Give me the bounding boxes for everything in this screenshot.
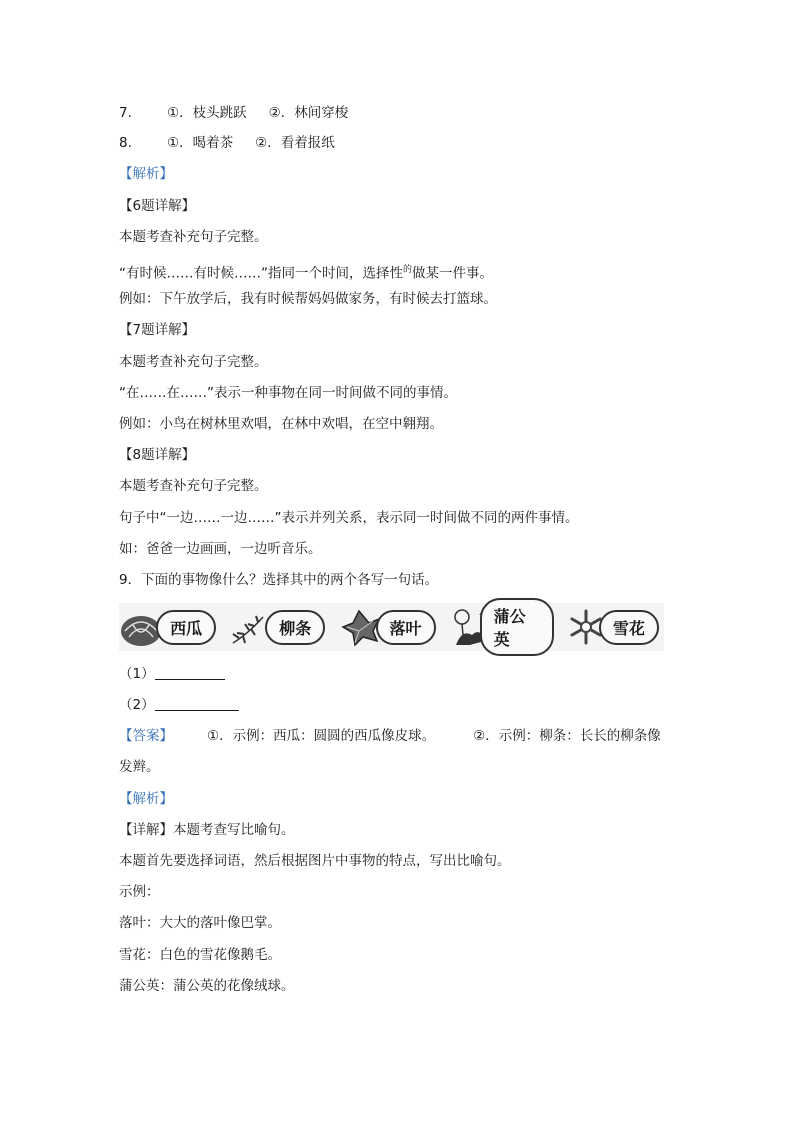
answer-blank-1	[155, 665, 225, 680]
q8-answer-line	[119, 133, 335, 153]
answer-example-1: ①．示例：西瓜：圆圆的西瓜像皮球。	[207, 728, 436, 744]
blank-line-2	[119, 695, 239, 715]
analysis-heading-1: 【解析】	[119, 166, 173, 182]
card-label: 雪花	[599, 610, 659, 645]
q9-detail-line-3: 落叶：大大的落叶像巴掌。	[119, 915, 281, 931]
q8-detail-line-1: 本题考查补充句子完整。	[119, 478, 268, 494]
q7-detail-heading: 【7题详解】	[119, 322, 196, 338]
analysis-heading-2: 【解析】	[119, 791, 173, 807]
answer-continuation: 发辫。	[119, 759, 160, 775]
q9-detail-line-5: 蒲公英：蒲公英的花像绒球。	[119, 978, 295, 994]
q9-answer-line	[119, 726, 661, 746]
q8-answer-1: ①．喝着茶	[167, 135, 234, 151]
card-label: 蒲公英	[480, 598, 554, 656]
q7-number: 7.	[119, 105, 132, 121]
q8-answer-2: ②．看着报纸	[255, 135, 335, 151]
card-watermelon	[119, 605, 223, 649]
q9-picture-strip	[119, 603, 664, 651]
card-willow	[229, 605, 333, 649]
answer-example-2: ②．示例：柳条：长长的柳条像	[473, 728, 661, 744]
q6-detail-line-2	[119, 260, 493, 284]
q6-detail-heading: 【6题详解】	[119, 198, 196, 214]
q7-detail-line-3: 例如：小鸟在树林里欢唱，在林中欢唱，在空中翱翔。	[119, 416, 443, 432]
q7-detail-line-2: “在……在……”表示一种事物在同一时间做不同的事情。	[119, 385, 457, 401]
card-dandelion	[450, 605, 554, 649]
q9-detail-line-4: 雪花：白色的雪花像鹅毛。	[119, 947, 281, 963]
card-label: 柳条	[265, 610, 325, 645]
q6-detail-text-end: 做某一件事。	[412, 265, 494, 282]
q8-detail-line-3: 如：爸爸一边画画，一边听音乐。	[119, 541, 322, 557]
blank-label-1: （1）	[119, 666, 155, 682]
q9-detail-line-2: 示例：	[119, 884, 160, 900]
q7-detail-line-1: 本题考查补充句子完整。	[119, 354, 268, 370]
card-label: 落叶	[376, 610, 436, 645]
q8-detail-heading: 【8题详解】	[119, 447, 196, 463]
q9-question: 9．下面的事物像什么？选择其中的两个各写一句话。	[119, 572, 439, 588]
q7-answer-1: ①．枝头跳跃	[167, 105, 247, 121]
q8-detail-line-2: 句子中“一边……一边……”表示并列关系，表示同一时间做不同的两件事情。	[119, 510, 579, 526]
q9-detail-heading: 【详解】本题考查写比喻句。	[119, 822, 295, 838]
q7-answer-2: ②．林间穿梭	[268, 105, 349, 121]
card-label: 西瓜	[156, 610, 216, 645]
q8-number: 8.	[119, 135, 132, 151]
answer-blank-2	[155, 696, 239, 711]
card-leaf	[339, 605, 443, 649]
card-snowflake	[560, 605, 664, 649]
blank-line-1	[119, 664, 225, 684]
q6-detail-sup: 的	[403, 265, 413, 275]
answer-heading: 【答案】	[119, 728, 173, 744]
blank-label-2: （2）	[119, 697, 155, 713]
q6-detail-text: “有时候……有时候……”指同一个时间，选择性	[119, 265, 403, 282]
q6-detail-line-1: 本题考查补充句子完整。	[119, 229, 268, 245]
q9-detail-line-1: 本题首先要选择词语，然后根据图片中事物的特点，写出比喻句。	[119, 853, 511, 869]
q7-answer-line	[119, 103, 348, 123]
q6-detail-line-3: 例如：下午放学后，我有时候帮妈妈做家务，有时候去打篮球。	[119, 291, 497, 307]
